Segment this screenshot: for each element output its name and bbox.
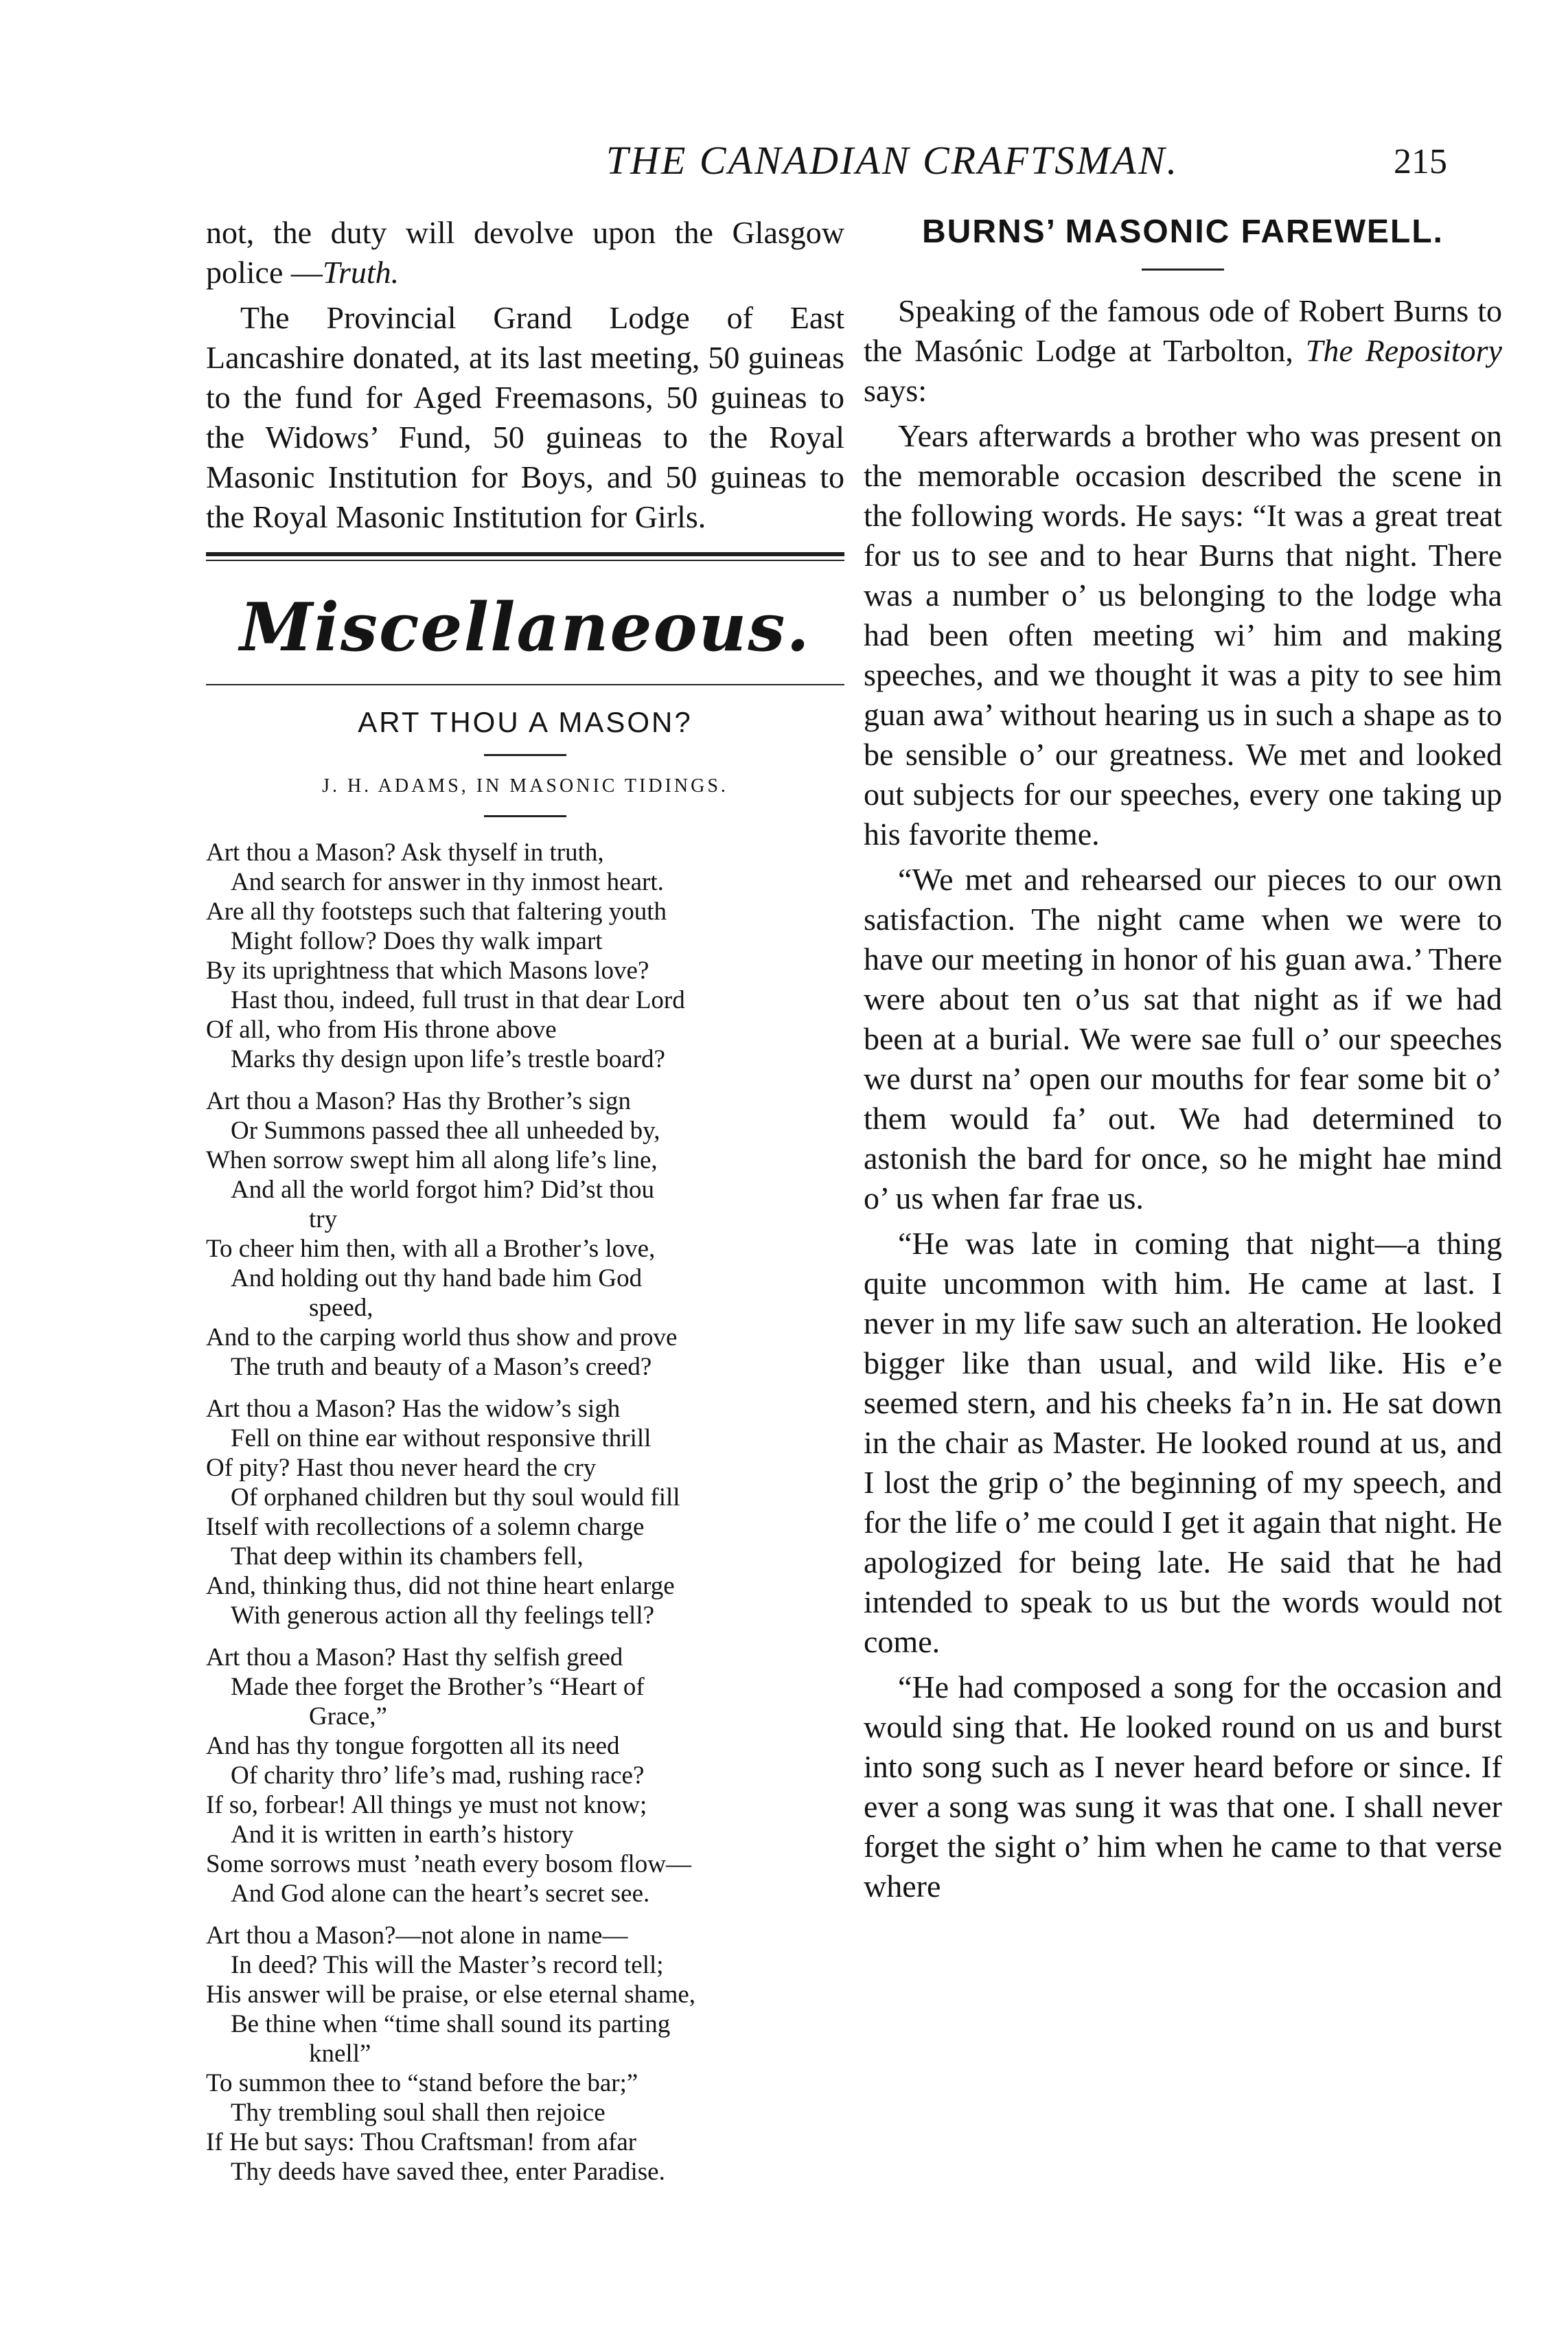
poem-line: Of all, who from His throne above xyxy=(206,1016,557,1044)
poem-line: And all the world forgot him? Did’st thou xyxy=(231,1176,654,1204)
poem-line: Some sorrows must ’neath every bosom flow— xyxy=(206,1850,692,1878)
stanza xyxy=(206,1394,844,1630)
poem-line: Art thou a Mason? Ask thyself in truth, xyxy=(206,839,604,867)
intro-text: Speaking of the famous ode of Robert Burns to the Masónic Lodge at Tarbolton, xyxy=(864,293,1502,368)
paragraph: “He had composed a song for the occasion and would sing that. He looked round on us and burst into song such as I never heard before or since. If ever a song was sung it was that one. I shall never forget the sight o’ him when he came to that verse where xyxy=(864,1669,1502,1904)
paragraph: “We met and rehearsed our pieces to our own satisfaction. The night came when we were to have our meeting in honor of his guan awa.’ There were about ten o’us sat that night as if we had been at a burial. We were sae full o’ our speeches we durst na’ open our mouths for fear some bit o’ them would fa’ out. We had determined to astonish the bard for once, so he might hae mind o’ us when far frae us. xyxy=(864,862,1502,1216)
poem-line: And God alone can the heart’s secret see. xyxy=(231,1880,650,1908)
poem-line: knell” xyxy=(309,2040,371,2068)
poem-line: In deed? This will the Master’s record tell; xyxy=(231,1951,664,1979)
publication-name: The Repository xyxy=(1305,333,1502,368)
left-column xyxy=(206,213,844,2199)
poem-line: The truth and beauty of a Mason’s creed? xyxy=(231,1353,652,1381)
byline-rule xyxy=(484,815,566,817)
poem-line: Are all thy footsteps such that faltering youth xyxy=(206,898,667,926)
heading-rule xyxy=(206,684,844,685)
stanza xyxy=(206,1086,844,1382)
title-rule xyxy=(1142,269,1224,271)
stanza xyxy=(206,838,844,1074)
poem-line: Thy trembling soul shall then rejoice xyxy=(231,2099,606,2127)
poem-line: To summon thee to “stand before the bar;” xyxy=(206,2069,638,2097)
poem-line: Art thou a Mason?—not alone in name— xyxy=(206,1921,628,1950)
article-body xyxy=(864,291,1502,1906)
paragraph xyxy=(206,213,844,293)
running-title: THE CANADIAN CRAFTSMAN. xyxy=(606,138,1179,183)
poem-line: Might follow? Does thy walk impart xyxy=(231,927,603,955)
paragraph-text: not, the duty will devolve upon the Glasgow police — xyxy=(206,215,844,290)
section-divider xyxy=(206,552,844,561)
poem-line: Thy deeds have saved thee, enter Paradise. xyxy=(231,2158,665,2186)
paragraph: Years afterwards a brother who was present on the memorable occasion described the scene in the following words. He says: “It was a great treat for us to see and to hear Burns that night. There was a number o’ us belonging to the lodge wha had been often meeting wi’ him and making speeches, and we thought it was a pity to see him guan awa’ without hearing us in such a shape as to be sensible o’ our greatness. We met and looked out subjects for our speeches, every one taking up his favorite theme. xyxy=(864,418,1502,852)
poem-line: Marks thy design upon life’s trestle board? xyxy=(231,1045,665,1073)
poem-line: speed, xyxy=(309,1294,373,1322)
poem-line: And to the carping world thus show and prove xyxy=(206,1323,678,1351)
poem-line: His answer will be praise, or else eternal shame, xyxy=(206,1981,696,2009)
byline: J. H. ADAMS, IN MASONIC TIDINGS. xyxy=(322,775,728,797)
section-heading: Miscellaneous. xyxy=(240,589,811,666)
poem-line: That deep within its chambers fell, xyxy=(231,1542,584,1571)
poem-line: And holding out thy hand bade him God xyxy=(231,1264,643,1292)
poem-line: Of orphaned children but thy soul would fill xyxy=(231,1483,680,1511)
source-credit: Truth. xyxy=(322,255,400,290)
poem-line: Be thine when “time shall sound its parting xyxy=(231,2010,671,2038)
poem-line: And search for answer in thy inmost heart. xyxy=(231,868,664,896)
title-rule xyxy=(484,754,566,756)
stanza xyxy=(206,1921,844,2187)
poem-line: Made thee forget the Brother’s “Heart of xyxy=(231,1673,645,1701)
poem-line: With generous action all thy feelings tell? xyxy=(231,1601,655,1630)
poem-line: When sorrow swept him all along life’s line, xyxy=(206,1146,658,1174)
intro-notes xyxy=(206,213,844,537)
poem-line: If so, forbear! All things ye must not know; xyxy=(206,1791,647,1819)
poem-line: And has thy tongue forgotten all its need xyxy=(206,1732,620,1760)
poem-line: Itself with recollections of a solemn charge xyxy=(206,1513,645,1541)
poem-line: Grace,” xyxy=(309,1702,387,1731)
poem-line: Of pity? Hast thou never heard the cry xyxy=(206,1454,597,1482)
poem-line: Fell on thine ear without responsive thrill xyxy=(231,1424,652,1452)
right-column xyxy=(864,213,1502,1906)
poem-line: And, thinking thus, did not thine heart enlarge xyxy=(206,1572,675,1600)
poem-line: Of charity thro’ life’s mad, rushing race? xyxy=(231,1761,645,1790)
poem-line: Art thou a Mason? Has thy Brother’s sign xyxy=(206,1087,631,1115)
poem-line: And it is written in earth’s history xyxy=(231,1821,574,1849)
article-title: ART THOU A MASON? xyxy=(358,706,693,738)
paragraph: The Provincial Grand Lodge of East Lancashire donated, at its last meeting, 50 guineas to the fund for Aged Freemasons, 50 guineas to the Widows’ Fund, 50 guineas to the Royal Masonic Institution for Boys, and 50 guineas to the Royal Masonic Institution for Girls. xyxy=(206,300,844,534)
intro-text: says: xyxy=(864,373,927,408)
intro-paragraph xyxy=(864,291,1502,411)
poem-line: By its uprightness that which Masons love? xyxy=(206,957,649,985)
poem-line: If He but says: Thou Craftsman! from afar xyxy=(206,2128,637,2156)
article-title: BURNS’ MASONIC FAREWELL. xyxy=(921,214,1444,250)
stanza xyxy=(206,1643,844,1908)
poem-line: Or Summons passed thee all unheeded by, xyxy=(231,1117,660,1145)
poem-line: Hast thou, indeed, full trust in that dear Lord xyxy=(231,986,685,1014)
poem-line: Art thou a Mason? Has the widow’s sigh xyxy=(206,1395,621,1423)
poem-line: try xyxy=(309,1205,338,1233)
page-number: 215 xyxy=(1394,142,1447,181)
poem xyxy=(206,838,844,2187)
poem-line: Art thou a Mason? Hast thy selfish greed xyxy=(206,1643,623,1672)
paragraph: “He was late in coming that night—a thing quite uncommon with him. He came at last. I never in my life saw such an alteration. He looked bigger like than usual, and wild like. His e’e seemed stern, and his cheeks fa’n in. He sat down in the chair as Master. He looked round at us, and I lost the grip o’ the beginning of my speech, and for the life o’ me could I get it again that night. He apologized for being late. He said that he had intended to speak to us but the words would not come. xyxy=(864,1226,1502,1659)
poem-line: To cheer him then, with all a Brother’s love, xyxy=(206,1235,656,1263)
page-header xyxy=(0,137,1568,192)
